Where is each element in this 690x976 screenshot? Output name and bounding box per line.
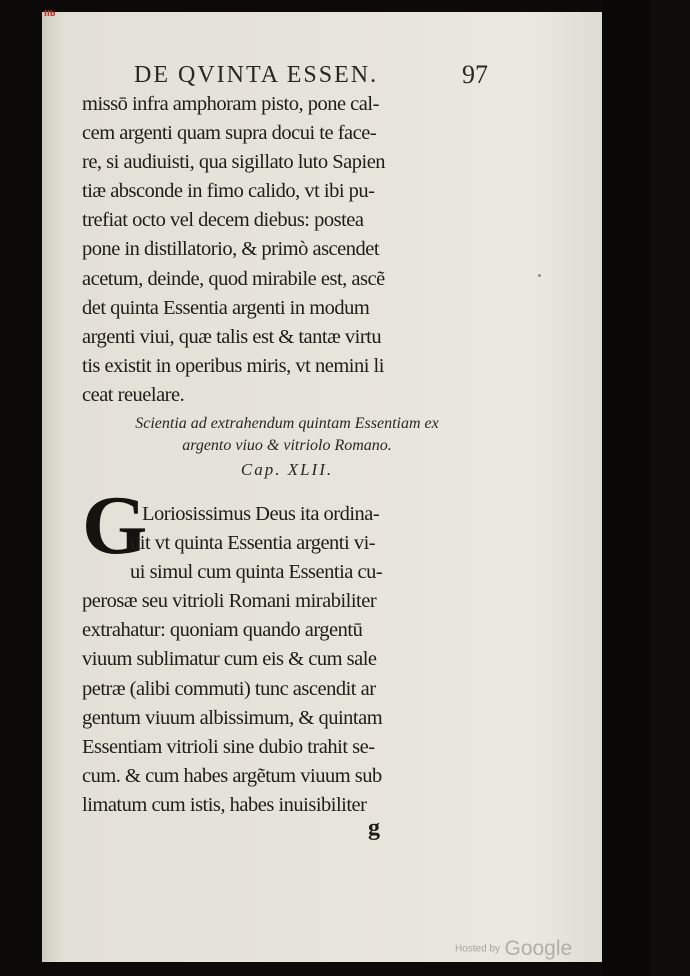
text-line: ui simul cum quinta Essentia cu- [130, 561, 383, 584]
paper-speck [538, 274, 541, 277]
watermark-prefix: Hosted by [455, 943, 501, 955]
text-line: pone in distillatorio, & primò ascendet [82, 238, 380, 261]
text-line: limatum cum istis, habes inuisibiliter [82, 793, 367, 816]
text-line: cem argenti quam supra docui te face- [82, 122, 377, 145]
chapter-heading [82, 413, 492, 481]
text-line: tiæ absconde in fimo calido, vt ibi pu- [82, 180, 375, 203]
google-watermark [455, 937, 572, 961]
running-title: DE QVINTA ESSEN. [134, 62, 379, 88]
text-line: Essentiam vitrioli sine dubio trahit se- [82, 735, 375, 758]
text-line: extrahatur: quoniam quando argentū [82, 619, 363, 642]
page-edge-shadow [602, 0, 650, 976]
text-line: re, si audiuisti, qua sigillato luto Sapien [82, 151, 386, 174]
text-line: det quinta Essentia argenti in modum [82, 296, 370, 319]
text-line: acetum, deinde, quod mirabile est, ascẽ [82, 267, 385, 290]
paragraph-2 [82, 500, 492, 820]
text-line: perosæ seu vitrioli Romani mirabiliter [82, 590, 377, 613]
text-line: trefiat octo vel decem diebus: postea [82, 209, 364, 232]
text-line: argenti viui, quæ talis est & tantæ virtu [82, 325, 382, 348]
text-line: missō infra amphoram pisto, pone cal- [82, 93, 379, 115]
running-header [88, 62, 488, 92]
page-number: 97 [462, 60, 488, 89]
google-logo: Google [504, 937, 573, 960]
text-line: petræ (alibi commuti) tunc ascendit ar [82, 677, 376, 700]
drop-capital: G [82, 479, 148, 572]
library-stamp: Ilb [44, 9, 56, 18]
heading-line-2: argento viuo & vitriolo Romano. [182, 437, 392, 454]
text-line: ceat reuelare. [82, 383, 185, 406]
text-line: gentum viuum albissimum, & quintam [82, 706, 383, 729]
chapter-number: Cap. XLII. [240, 460, 334, 479]
text-line: cum. & cum habes argẽtum viuum sub [82, 764, 382, 787]
text-line: uit vt quinta Essentia argenti vi- [130, 532, 376, 555]
text-line: tis existit in operibus miris, vt nemini li [82, 354, 384, 377]
signature-mark: g [368, 815, 380, 841]
heading-line-1: Scientia ad extrahendum quintam Essentiam ex [135, 415, 439, 432]
scan-background [650, 0, 690, 976]
paragraph-1 [82, 90, 492, 410]
text-line: Loriosissimus Deus ita ordina- [142, 503, 380, 525]
text-line: viuum sublimatur cum eis & cum sale [82, 648, 377, 671]
